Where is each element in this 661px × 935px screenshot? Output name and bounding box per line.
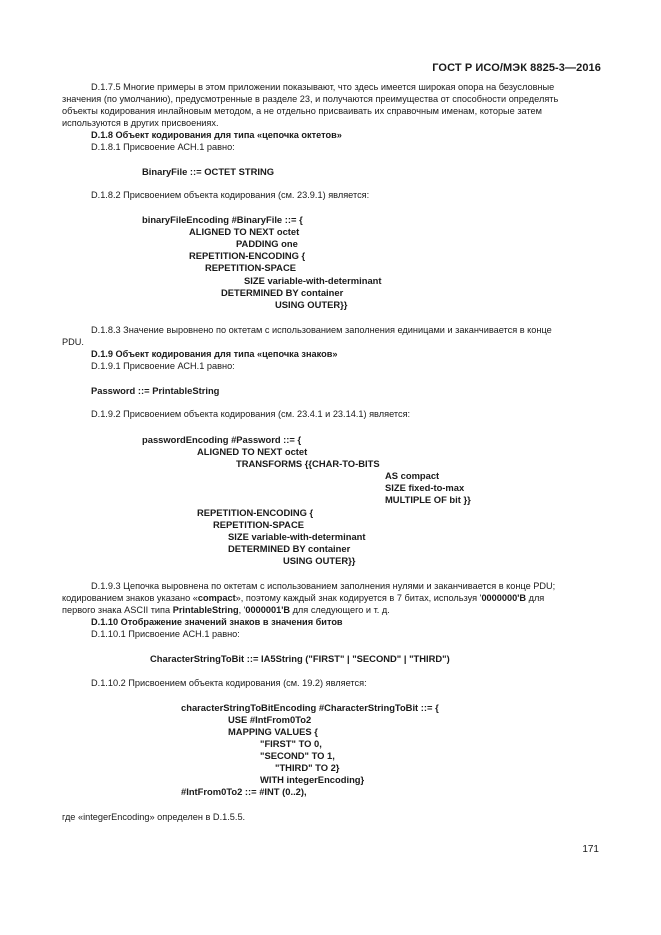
code-line: #IntFrom0To2 ::= #INT (0..2), [181, 786, 307, 797]
code-line: USE #IntFrom0To2 [228, 714, 312, 725]
code-line: "FIRST" TO 0, [260, 738, 322, 749]
paragraph: D.1.10.2 Присвоением объекта кодирования (см. 19.2) является: [91, 678, 367, 688]
code-line: ALIGNED TO NEXT octet [189, 226, 300, 237]
document-header: ГОСТ Р ИСО/МЭК 8825-3—2016 [432, 62, 601, 74]
code-line: PADDING one [236, 238, 298, 249]
code-line: passwordEncoding #Password ::= { [142, 434, 302, 445]
code-line: binaryFileEncoding #BinaryFile ::= { [142, 214, 303, 225]
code-line: CharacterStringToBit ::= IA5String ("FIRST" | "SECOND" | "THIRD") [150, 653, 450, 664]
code-line: "THIRD" TO 2} [275, 762, 340, 773]
section-heading: D.1.9 Объект кодирования для типа «цепочка знаков» [91, 349, 338, 359]
paragraph-line: PDU. [62, 337, 84, 347]
code-line: REPETITION-ENCODING { [197, 507, 314, 518]
code-line: TRANSFORMS {{CHAR-TO-BITS [236, 458, 380, 469]
code-line: WITH integerEncoding} [260, 774, 365, 785]
code-line: SIZE fixed-to-max [385, 482, 465, 493]
paragraph: D.1.8.1 Присвоение АСН.1 равно: [91, 142, 235, 152]
code-line: USING OUTER}} [275, 299, 348, 310]
code-line: REPETITION-ENCODING { [189, 250, 306, 261]
code-line: USING OUTER}} [283, 555, 356, 566]
paragraph-line: значения (по умолчанию), предусмотренные в разделе 23, и получаются преимущества от способности определять [62, 94, 559, 104]
section-heading: D.1.10 Отображение значений знаков в значения битов [91, 617, 343, 627]
code-line: MULTIPLE OF bit }} [385, 494, 471, 505]
code-line: DETERMINED BY container [221, 287, 344, 298]
paragraph: D.1.10.1 Присвоение АСН.1 равно: [91, 629, 240, 639]
code-line: characterStringToBitEncoding #CharacterStringToBit ::= { [181, 702, 439, 713]
paragraph-line: используются в других присвоениях. [62, 118, 219, 128]
code-line: MAPPING VALUES { [228, 726, 318, 737]
code-line: REPETITION-SPACE [213, 519, 304, 530]
code-line: Password ::= PrintableString [91, 385, 220, 396]
paragraph: D.1.8.2 Присвоением объекта кодирования (см. 23.9.1) является: [91, 190, 370, 200]
paragraph-line: D.1.8.3 Значение выровнено по октетам с использованием заполнения единицами и заканчивается в конце [91, 325, 552, 335]
page-number: 171 [582, 844, 599, 855]
paragraph-line: объекты кодирования инлайновым методом, а не отдельно присваивать их справочным именам, которые затем [62, 106, 542, 116]
paragraph: D.1.9.2 Присвоением объекта кодирования (см. 23.4.1 и 23.14.1) является: [91, 409, 411, 419]
paragraph-line: кодированием знаков указано «compact», поэтому каждый знак кодируется в 7 битах, используя '0000000'B для [62, 593, 545, 603]
code-line: "SECOND" TO 1, [260, 750, 335, 761]
code-line: BinaryFile ::= OCTET STRING [142, 166, 275, 177]
paragraph-line: D.1.7.5 Многие примеры в этом приложении показывают, что здесь имеется широкая опора на безусловные [91, 82, 555, 92]
section-heading: D.1.8 Объект кодирования для типа «цепочка октетов» [91, 130, 342, 140]
paragraph-line: D.1.9.3 Цепочка выровнена по октетам с использованием заполнения нулями и заканчивается в конце PDU; [91, 581, 556, 591]
code-line: ALIGNED TO NEXT octet [197, 446, 308, 457]
code-line: AS compact [385, 470, 440, 481]
footnote: где «integerEncoding» определен в D.1.5.5. [62, 812, 246, 822]
code-line: SIZE variable-with-determinant [244, 275, 382, 286]
paragraph-line: первого знака ASCII типа PrintableString, '0000001'B для следующего и т. д. [62, 605, 390, 615]
code-line: DETERMINED BY container [228, 543, 351, 554]
paragraph: D.1.9.1 Присвоение АСН.1 равно: [91, 361, 235, 371]
code-line: REPETITION-SPACE [205, 262, 296, 273]
code-line: SIZE variable-with-determinant [228, 531, 366, 542]
